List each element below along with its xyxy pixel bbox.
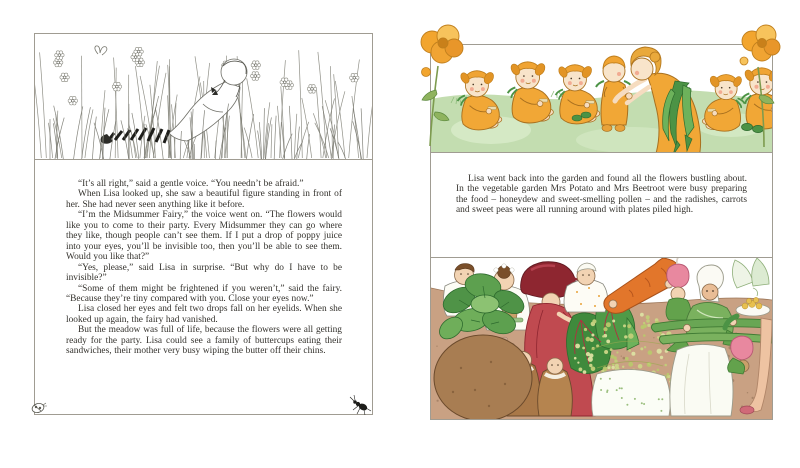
paragraph: But the meadow was full of life, because the flowers were all getting ready for the party. Lisa could see a family of buttercups eating their sandwiches, their mother very busy wiping the butter off their chins. <box>66 325 342 357</box>
right-page <box>430 44 773 420</box>
buttercup-family-illustration <box>431 45 772 153</box>
meadow-sketch <box>35 34 372 159</box>
radish-child <box>666 258 691 320</box>
paragraph: “It’s all right,” said a gentle voice. “You needn’t be afraid.” <box>78 179 304 189</box>
leaf-wings <box>732 258 769 296</box>
buttercup-baby <box>556 65 600 124</box>
left-page-text <box>35 160 372 357</box>
vegetable-garden-illustration <box>431 257 772 419</box>
vegetable-garden-scene <box>431 258 772 419</box>
meadow-sketch-illustration <box>35 34 372 160</box>
lisa-figure <box>101 59 247 144</box>
paragraph: “Some of them might be frightened if you weren’t,” said the fairy. “Because they’re tiny compared with you. Close your eyes now.” <box>66 283 342 304</box>
paragraph: “Yes, please,” said Lisa in surprise. “But why do I have to be invisible?” <box>66 262 342 284</box>
dotted-skirt <box>592 369 671 416</box>
buttercup-family-scene <box>431 45 772 152</box>
left-page <box>34 33 373 415</box>
butterfly-sketch <box>95 46 107 55</box>
paragraph: “I’m the Midsummer Fairy,” the voice went on. “The flowers would like you to come to their party. Every Midsummer they can go where they like, though people can’t see them. If I put a drop of poppy juice into your eyes, you’ll be invisible too, then you’ll be able to see them. Would you like that?” <box>66 210 342 263</box>
paragraph: When Lisa looked up, she saw a beautiful figure standing in front of her. She had never seen anything like it before. <box>66 189 342 210</box>
paragraph: Lisa went back into the garden and found all the flowers bustling about. In the vegetable garden Mrs Potato and Mrs Beetroot were busy preparing the food – honeydew and sweet-smelling pollen – and the radishes, carrots and sweet peas were all running around with plates piled high. <box>456 174 747 216</box>
buttercup-baby <box>508 62 554 123</box>
right-page-text <box>431 153 772 257</box>
paragraph: Lisa closed her eyes and felt two drops fall on her eyelids. When she looked up again, the fairy had vanished. <box>66 304 342 325</box>
